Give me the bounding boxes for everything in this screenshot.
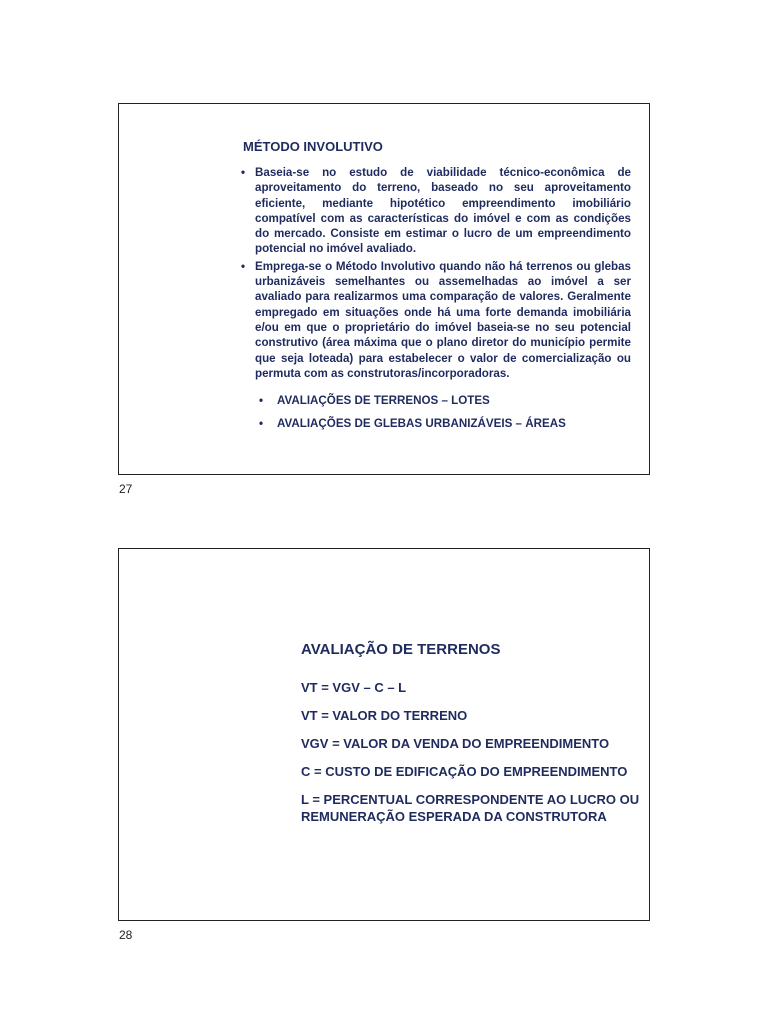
sub-list-item [239, 393, 631, 408]
bullet-icon: • [241, 166, 246, 179]
bullet-paragraph [239, 259, 631, 381]
definition-line: VGV = VALOR DA VENDA DO EMPREENDIMENTO [301, 736, 610, 751]
sub-item-text: AVALIAÇÕES DE TERRENOS – LOTES [277, 394, 490, 408]
sub-list-item [239, 416, 631, 431]
definition-line: L = PERCENTUAL CORRESPONDENTE AO LUCRO OU REMUNERAÇÃO ESPERADA DA CONSTRUTORA [301, 792, 640, 824]
bullet-icon: • [241, 259, 246, 273]
bullet-icon: • [259, 417, 264, 431]
paragraph-text: Emprega-se o Método Involutivo quando não há terrenos ou glebas urbanizáveis semelhantes ou assemelhadas ao imóvel a ser avaliado para realizarmos uma comparação de valores. Geralmente empregado em situações onde há uma forte demanda imobiliária e/ou em que o proprietário do imóvel baseia-se no seu potencial construtivo (área máxima que o plano diretor do município permite que seja loteada) para estabelecer o valor de comercialização ou permuta com as construtoras/incorporadoras. [255, 259, 631, 380]
formula-line: VT = VGV – C – L [301, 680, 407, 695]
bullet-icon: • [259, 394, 264, 408]
definition-line: C = CUSTO DE EDIFICAÇÃO DO EMPREENDIMENTO [301, 764, 628, 779]
page-number: 28 [119, 928, 133, 942]
paragraph-text: Baseia-se no estudo de viabilidade técnico-econômica de aproveitamento do terreno, baseado no seu aproveitamento eficiente, mediante hipotético empreendimento imobiliário compatível com as características do imóvel e com as condições do mercado. Consiste em estimar o lucro de um empreendimento potencial no imóvel avaliado. [255, 166, 631, 256]
sub-list [239, 393, 631, 432]
slide-title: MÉTODO INVOLUTIVO [243, 139, 383, 154]
bullet-paragraph [239, 165, 631, 257]
formula-list [301, 679, 641, 836]
slide-title: AVALIAÇÃO DE TERRENOS [301, 641, 501, 658]
slide-28 [118, 548, 650, 921]
definition-line: VT = VALOR DO TERRENO [301, 708, 468, 723]
slide-body [239, 165, 631, 440]
sub-item-text: AVALIAÇÕES DE GLEBAS URBANIZÁVEIS – ÁREAS [277, 417, 566, 431]
slide-27 [118, 103, 650, 475]
page-number: 27 [119, 482, 133, 496]
